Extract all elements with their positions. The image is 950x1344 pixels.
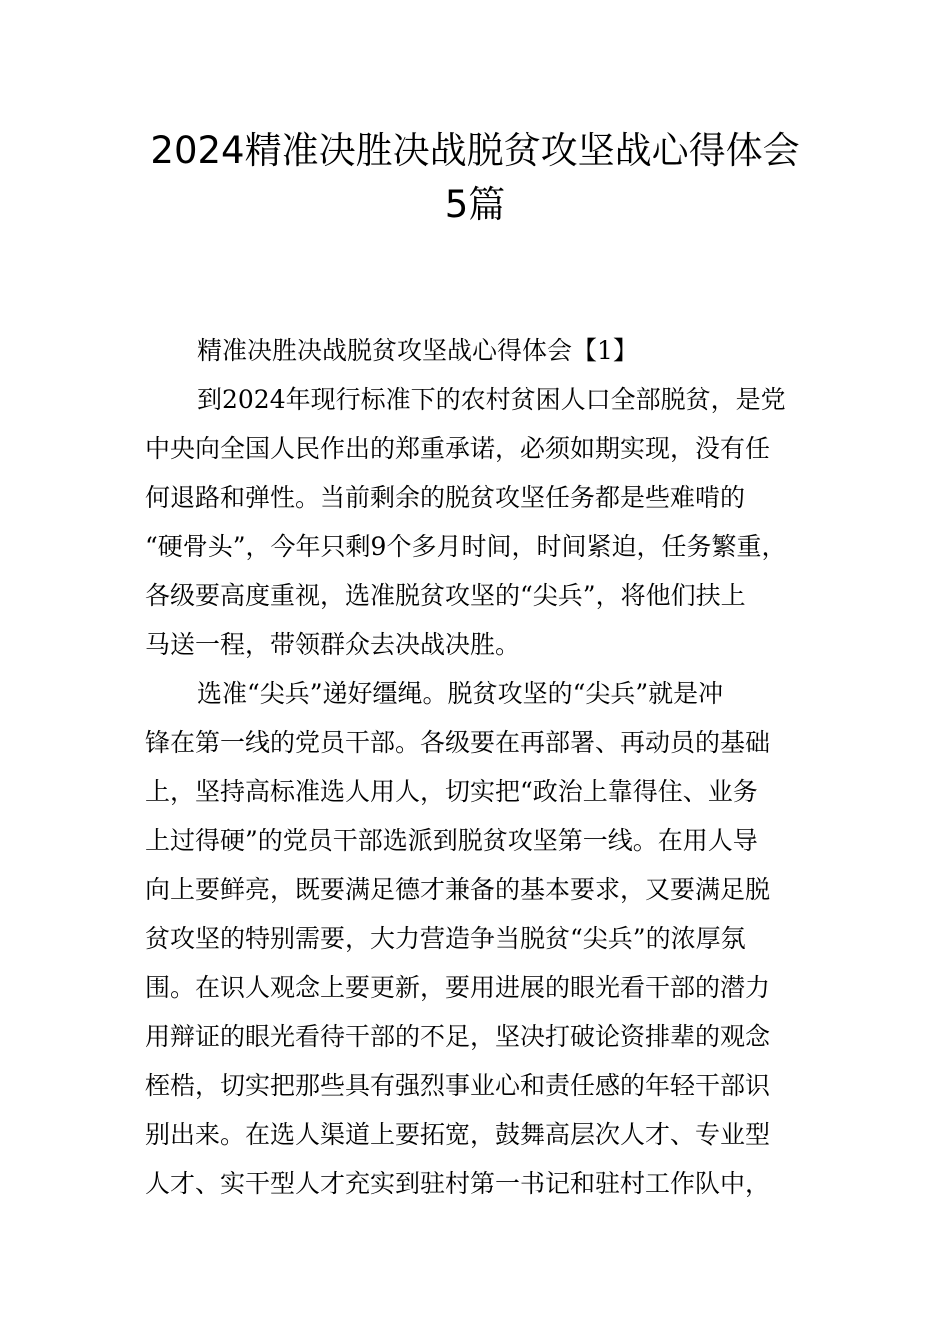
paragraph-line: 各级要高度重视，选准脱贫攻坚的“尖兵”，将他们扶上 xyxy=(145,581,746,610)
paragraph-line: 上，坚持高标准选人用人，切实把“政治上靠得住、业务 xyxy=(145,777,758,806)
paragraph-line: 选准“尖兵”递好缰绳。脱贫攻坚的“尖兵”就是冲 xyxy=(197,679,724,708)
title-line: 2024精准决胜决战脱贫攻坚战心得体会 xyxy=(150,129,800,172)
paragraph-line: 向上要鲜亮，既要满足德才兼备的基本要求，又要满足脱 xyxy=(145,875,771,904)
paragraph-line: 别出来。在选人渠道上要拓宽，鼓舞高层次人才、专业型 xyxy=(145,1120,771,1149)
paragraph-line: 马送一程，带领群众去决战决胜。 xyxy=(145,630,521,659)
paragraph-line: 何退路和弹性。当前剩余的脱贫攻坚任务都是些难啃的 xyxy=(145,483,746,512)
title-line: 5篇 xyxy=(444,183,506,226)
paragraph-line: 到2024年现行标准下的农村贫困人口全部脱贫，是党 xyxy=(197,385,786,414)
paragraph-line: “硬骨头”，今年只剩9个多月时间，时间紧迫，任务繁重， xyxy=(145,532,787,561)
paragraph-line: 锋在第一线的党员干部。各级要在再部署、再动员的基础 xyxy=(145,728,771,757)
section-subheading: 精准决胜决战脱贫攻坚战心得体会【1】 xyxy=(197,336,638,365)
paragraph-line: 桎梏，切实把那些具有强烈事业心和责任感的年轻干部识 xyxy=(145,1071,771,1100)
paragraph-1 xyxy=(145,375,825,669)
paragraph-line: 上过得硬”的党员干部选派到脱贫攻坚第一线。在用人导 xyxy=(145,826,758,855)
paragraph-line: 贫攻坚的特别需要，大力营造争当脱贫“尖兵”的浓厚氛 xyxy=(145,924,746,953)
document-title xyxy=(100,124,850,232)
paragraph-2 xyxy=(145,669,825,1208)
document-body xyxy=(145,326,825,1208)
paragraph-line: 人才、实干型人才充实到驻村第一书记和驻村工作队中， xyxy=(145,1169,771,1198)
paragraph-line: 中央向全国人民作出的郑重承诺，必须如期实现，没有任 xyxy=(145,434,771,463)
paragraph-line: 围。在识人观念上要更新，要用进展的眼光看干部的潜力 xyxy=(145,973,771,1002)
paragraph-line: 用辩证的眼光看待干部的不足，坚决打破论资排辈的观念 xyxy=(145,1022,771,1051)
